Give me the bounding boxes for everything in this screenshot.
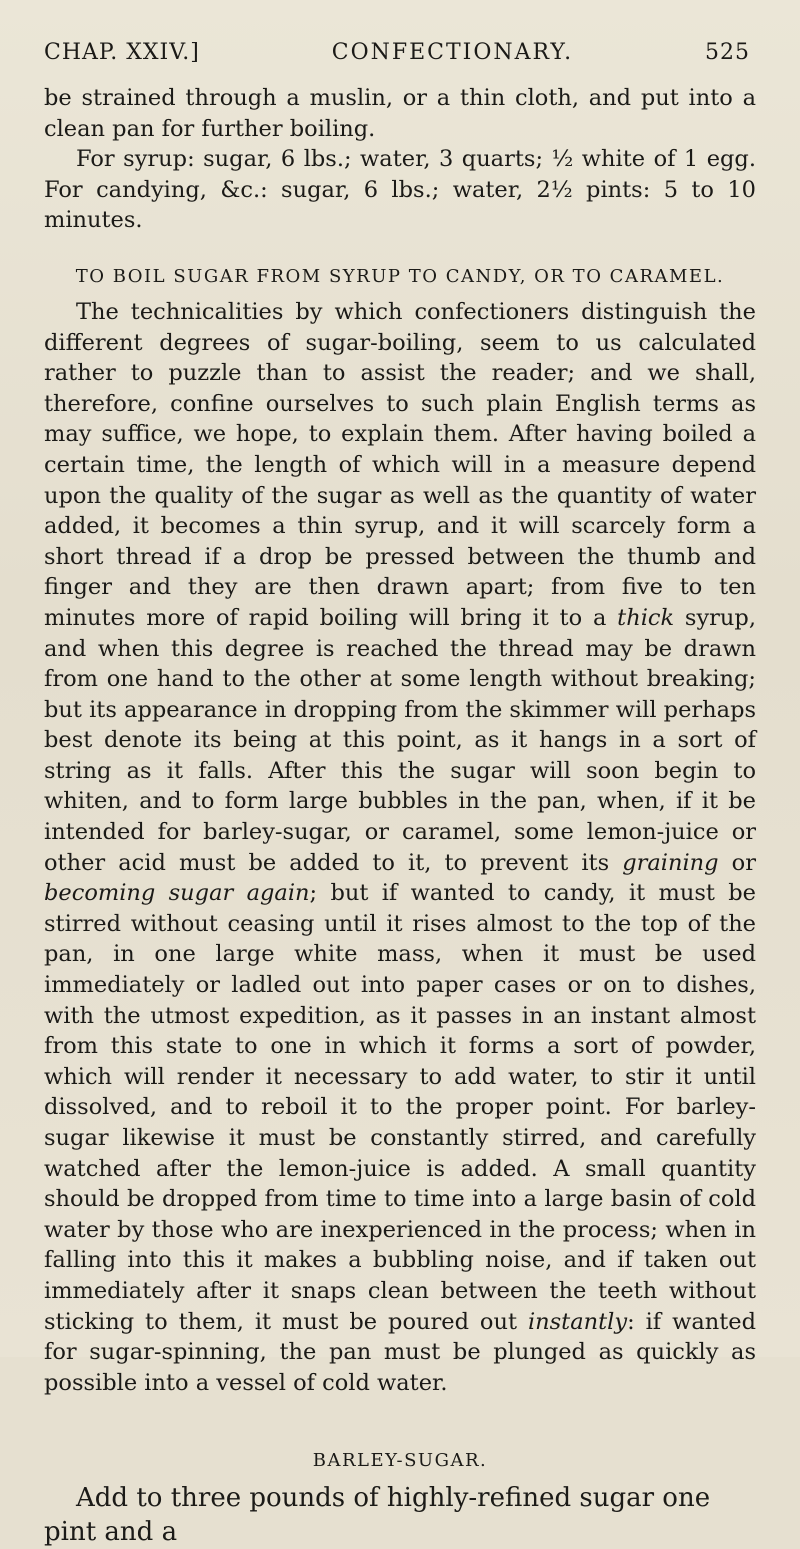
italic-run: instantly (527, 1308, 628, 1335)
continuation-paragraph: be strained through a muslin, or a thin cloth, and put into a clean pan for further boiling. (44, 85, 756, 142)
text-run: ; but if wanted to candy, it must be stirred without ceasing until it rises almost to the top of the pan, in one large white mass, when it must be used immediately or ladled out into paper cases or on to dishes, with the utmost expedition, as it passes in an instant almost from this state to one in which it forms a sort of powder, which will render it necessary to add water, to stir it until dissolved, and to reboil it to the proper point. For barley-sugar likewise it must be constantly stirred, and carefully watched after the lemon-juice is added. A small quantity should be dropped from time to time into a large basin of cold water by those who are inexperienced in the process; when in falling into this it makes a bubbling noise, and if taken out immediately after it snaps clean between the teeth without sticking to them, it must be poured out (44, 880, 756, 1335)
italic-run: thick (617, 604, 675, 631)
text-run: The technicalities by which confectioners distinguish the different degrees of sugar-boiling, seem to us calculated rather to puzzle than to assist the reader; and we shall, therefore, confine ourselves to such plain English terms as may suffice, we hope, to explain them. After having boiled a certain time, the length of which will in a measure depend upon the quality of the sugar as well as the quantity of water added, it becomes a thin syrup, and it will scarcely form a short thread if a drop be pressed between the thumb and finger and they are then drawn apart; from five to ten minutes more of rapid boiling will bring it to a (44, 298, 756, 631)
text-run: or (718, 849, 756, 876)
syrup-proportions: For syrup: sugar, 6 lbs.; water, 3 quarts; ½ white of 1 egg. For candying, &c.: sugar, 6 lbs.; water, 2½ pints: 5 to 10 minutes. (44, 146, 756, 234)
text-run: syrup, and when this degree is reached the thread may be drawn from one hand to the other at some length without breaking; but its appearance in dropping from the skimmer will perhaps best denote its being at this point, as it hangs in a sort of string as it falls. After this the sugar will soon begin to whiten, and to form large bubbles in the pan, when, if it be intended for barley-sugar, or caramel, some lemon-juice or other acid must be added to it, to prevent its (44, 604, 757, 876)
boil-sugar-paragraph (44, 297, 756, 1398)
running-title: CONFECTIONARY. (331, 40, 574, 65)
italic-run: becoming sugar again (44, 880, 310, 907)
chapter-label: CHAP. XXIV.] (44, 40, 200, 65)
running-header (44, 40, 756, 65)
barley-sugar-paragraph: Add to three pounds of highly-refined sugar one pint and a (44, 1483, 711, 1548)
page-number: 525 (704, 40, 750, 65)
section-heading-boil-sugar: TO BOIL SUGAR FROM SYRUP TO CANDY, OR TO CARAMEL. (75, 265, 725, 287)
section-heading-barley-sugar: BARLEY-SUGAR. (312, 1450, 488, 1472)
italic-run: graining (622, 849, 719, 876)
text-run: : if wanted for sugar-spinning, the pan must be plunged as quickly as possible into a vessel of cold water. (44, 1308, 756, 1396)
